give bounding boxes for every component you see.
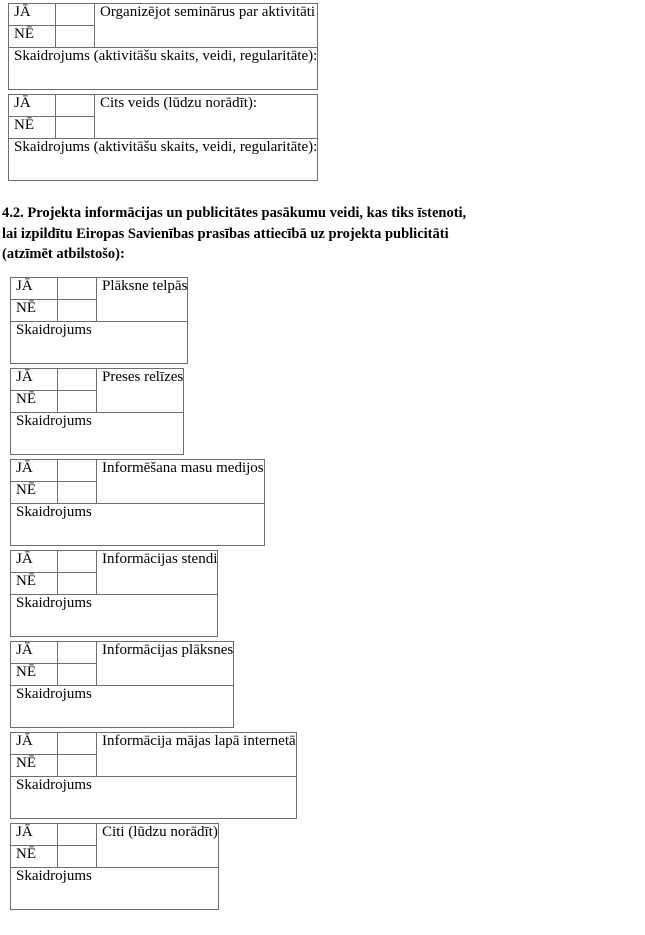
top-question-block — [8, 94, 635, 181]
no-checkbox-cell[interactable] — [56, 117, 95, 139]
yes-checkbox-cell[interactable] — [58, 551, 97, 573]
yes-option-label: JĀ — [11, 278, 58, 300]
explanation-field[interactable]: Skaidrojums — [11, 322, 188, 364]
measure-description: Informācijas plāksnes — [97, 642, 234, 686]
publicity-measure-block — [10, 732, 638, 819]
measure-description: Informācijas stendi — [97, 551, 218, 595]
measure-description: Organizējot seminārus par aktivitāti — [95, 4, 318, 48]
no-option-label: NĒ — [11, 755, 58, 777]
no-checkbox-cell[interactable] — [58, 664, 97, 686]
yes-checkbox-cell[interactable] — [58, 278, 97, 300]
publicity-measure-block — [10, 550, 638, 637]
table-row — [11, 504, 265, 546]
table-row — [11, 460, 265, 482]
yes-option-label: JĀ — [11, 824, 58, 846]
top-question-block — [8, 3, 635, 90]
yes-checkbox-cell[interactable] — [58, 642, 97, 664]
table-row — [11, 868, 219, 910]
yes-option-label: JĀ — [11, 460, 58, 482]
publicity-measure-table — [10, 550, 218, 637]
explanation-field[interactable]: Skaidrojums (aktivitāšu skaits, veidi, regularitāte): — [9, 48, 318, 90]
table-row — [11, 413, 184, 455]
table-row — [11, 824, 219, 846]
explanation-field[interactable]: Skaidrojums — [11, 777, 297, 819]
table-row — [11, 322, 188, 364]
publicity-measure-table — [10, 823, 219, 910]
measure-description: Preses relīzes — [97, 369, 184, 413]
no-option-label: NĒ — [11, 391, 58, 413]
table-row — [11, 595, 218, 637]
top-question-group — [8, 3, 635, 181]
yes-checkbox-cell[interactable] — [58, 824, 97, 846]
heading-line-1: 4.2. Projekta informācijas un publicitātes pasākumu veidi, kas tiks īstenoti, — [2, 205, 467, 221]
explanation-field[interactable]: Skaidrojums — [11, 868, 219, 910]
no-option-label: NĒ — [11, 300, 58, 322]
publicity-measure-block — [10, 277, 638, 364]
heading-line-3: (atzīmēt atbilstošo): — [2, 246, 125, 262]
no-checkbox-cell[interactable] — [58, 573, 97, 595]
no-option-label: NĒ — [11, 573, 58, 595]
table-row — [9, 4, 318, 26]
publicity-measure-table — [10, 277, 188, 364]
publicity-measure-block — [10, 823, 638, 910]
no-option-label: NĒ — [9, 26, 56, 48]
yes-checkbox-cell[interactable] — [56, 95, 95, 117]
table-row — [11, 369, 184, 391]
no-checkbox-cell[interactable] — [58, 846, 97, 868]
measure-description: Citi (lūdzu norādīt) — [97, 824, 219, 868]
table-row — [9, 48, 318, 90]
publicity-measure-block — [10, 641, 638, 728]
explanation-field[interactable]: Skaidrojums — [11, 686, 234, 728]
table-row — [11, 278, 188, 300]
publicity-measure-table — [10, 459, 265, 546]
measure-description: Informācija mājas lapā internetā — [97, 733, 297, 777]
explanation-field[interactable]: Skaidrojums (aktivitāšu skaits, veidi, regularitāte): — [9, 139, 318, 181]
top-question-table — [8, 3, 318, 90]
measure-description: Cits veids (lūdzu norādīt): — [95, 95, 318, 139]
publicity-measures-group — [10, 277, 638, 910]
explanation-field[interactable]: Skaidrojums — [11, 504, 265, 546]
table-row — [9, 139, 318, 181]
yes-option-label: JĀ — [11, 551, 58, 573]
measure-description: Plāksne telpās — [97, 278, 188, 322]
table-row — [9, 95, 318, 117]
no-checkbox-cell[interactable] — [56, 26, 95, 48]
yes-option-label: JĀ — [11, 733, 58, 755]
no-option-label: NĒ — [9, 117, 56, 139]
no-option-label: NĒ — [11, 482, 58, 504]
explanation-field[interactable]: Skaidrojums — [11, 413, 184, 455]
table-row — [11, 686, 234, 728]
measure-description: Informēšana masu medijos — [97, 460, 265, 504]
top-question-table — [8, 94, 318, 181]
no-option-label: NĒ — [11, 846, 58, 868]
publicity-measure-block — [10, 368, 638, 455]
explanation-field[interactable]: Skaidrojums — [11, 595, 218, 637]
yes-option-label: JĀ — [9, 4, 56, 26]
table-row — [11, 551, 218, 573]
no-checkbox-cell[interactable] — [58, 391, 97, 413]
no-option-label: NĒ — [11, 664, 58, 686]
section-heading-4-2 — [2, 203, 639, 265]
yes-option-label: JĀ — [9, 95, 56, 117]
yes-checkbox-cell[interactable] — [58, 369, 97, 391]
publicity-measure-table — [10, 641, 234, 728]
yes-option-label: JĀ — [11, 369, 58, 391]
table-row — [11, 733, 297, 755]
yes-checkbox-cell[interactable] — [58, 733, 97, 755]
publicity-measure-table — [10, 732, 297, 819]
no-checkbox-cell[interactable] — [58, 755, 97, 777]
publicity-measure-table — [10, 368, 184, 455]
yes-checkbox-cell[interactable] — [58, 460, 97, 482]
table-row — [11, 777, 297, 819]
no-checkbox-cell[interactable] — [58, 482, 97, 504]
publicity-measure-block — [10, 459, 638, 546]
heading-line-2: lai izpildītu Eiropas Savienības prasības attiecībā uz projekta publicitāti — [2, 225, 449, 242]
no-checkbox-cell[interactable] — [58, 300, 97, 322]
table-row — [11, 642, 234, 664]
yes-checkbox-cell[interactable] — [56, 4, 95, 26]
yes-option-label: JĀ — [11, 642, 58, 664]
